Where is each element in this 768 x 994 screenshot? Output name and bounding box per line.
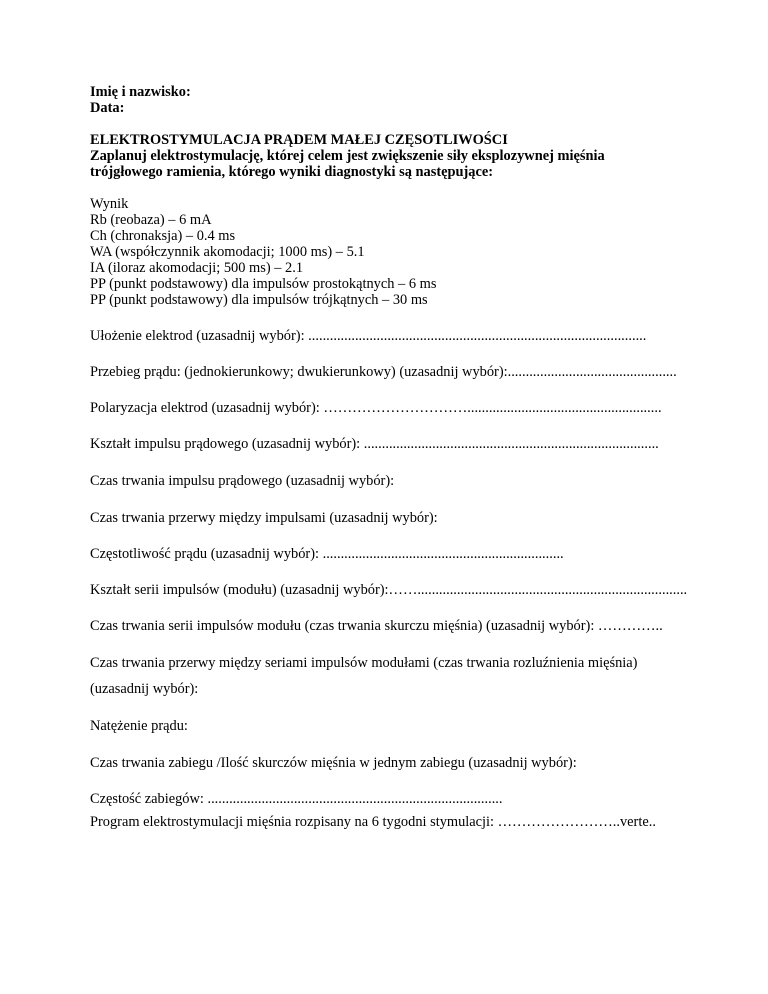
question-electrode-placement: Ułożenie elektrod (uzasadnij wybór): .............................................................................................. [90,328,647,344]
question-impulse-duration: Czas trwania impulsu prądowego (uzasadnij wybór): [90,473,395,489]
result-item: PP (punkt podstawowy) dla impulsów trójkątnych – 30 ms [90,292,428,308]
question-series-shape: Kształt serii impulsów (modułu) (uzasadnij wybór):……........................................................................... [90,582,688,598]
question-treatment-frequency: Częstość zabiegów: .................................................................................. [90,791,503,807]
task-line-1: Zaplanuj elektrostymulację, której celem jest zwiększenie siły eksplozywnej mięśnia [90,148,605,164]
question-series-duration: Czas trwania serii impulsów modułu (czas trwania skurczu mięśnia) (uzasadnij wybór): ………….. [90,618,663,634]
question-impulse-shape: Kształt impulsu prądowego (uzasadnij wybór): .................................................................................. [90,436,659,452]
result-item: WA (współczynnik akomodacji; 1000 ms) – 5.1 [90,244,365,260]
question-polarity: Polaryzacja elektrod (uzasadnij wybór): …………………………...................................................... [90,400,662,416]
date-label: Data: [90,100,125,116]
question-pause-duration: Czas trwania przerwy między impulsami (uzasadnij wybór): [90,510,438,526]
result-item: PP (punkt podstawowy) dla impulsów prostokątnych – 6 ms [90,276,437,292]
result-item: Ch (chronaksja) – 0.4 ms [90,228,236,244]
name-label: Imię i nazwisko: [90,84,191,100]
question-current-intensity: Natężenie prądu: [90,718,188,734]
result-item: IA (iloraz akomodacji; 500 ms) – 2.1 [90,260,304,276]
document-page [90,0,750,994]
task-line-2: trójgłowego ramienia, którego wyniki diagnostyki są następujące: [90,164,494,180]
result-item: Rb (reobaza) – 6 mA [90,212,212,228]
results-heading: Wynik [90,196,129,212]
question-program: Program elektrostymulacji mięśnia rozpisany na 6 tygodni stymulacji: ……………………..verte.. [90,814,656,830]
question-series-pause-justify: (uzasadnij wybór): [90,681,199,697]
question-treatment-duration: Czas trwania zabiegu /Ilość skurczów mięśnia w jednym zabiegu (uzasadnij wybór): [90,755,577,771]
question-series-pause: Czas trwania przerwy między seriami impulsów modułami (czas trwania rozluźnienia mięśnia) [90,655,638,671]
question-current-direction: Przebieg prądu: (jednokierunkowy; dwukierunkowy) (uzasadnij wybór):............................................... [90,364,677,380]
document-title: ELEKTROSTYMULACJA PRĄDEM MAŁEJ CZĘSOTLIWOŚCI [90,132,508,148]
question-frequency: Częstotliwość prądu (uzasadnij wybór): ................................................................... [90,546,564,562]
